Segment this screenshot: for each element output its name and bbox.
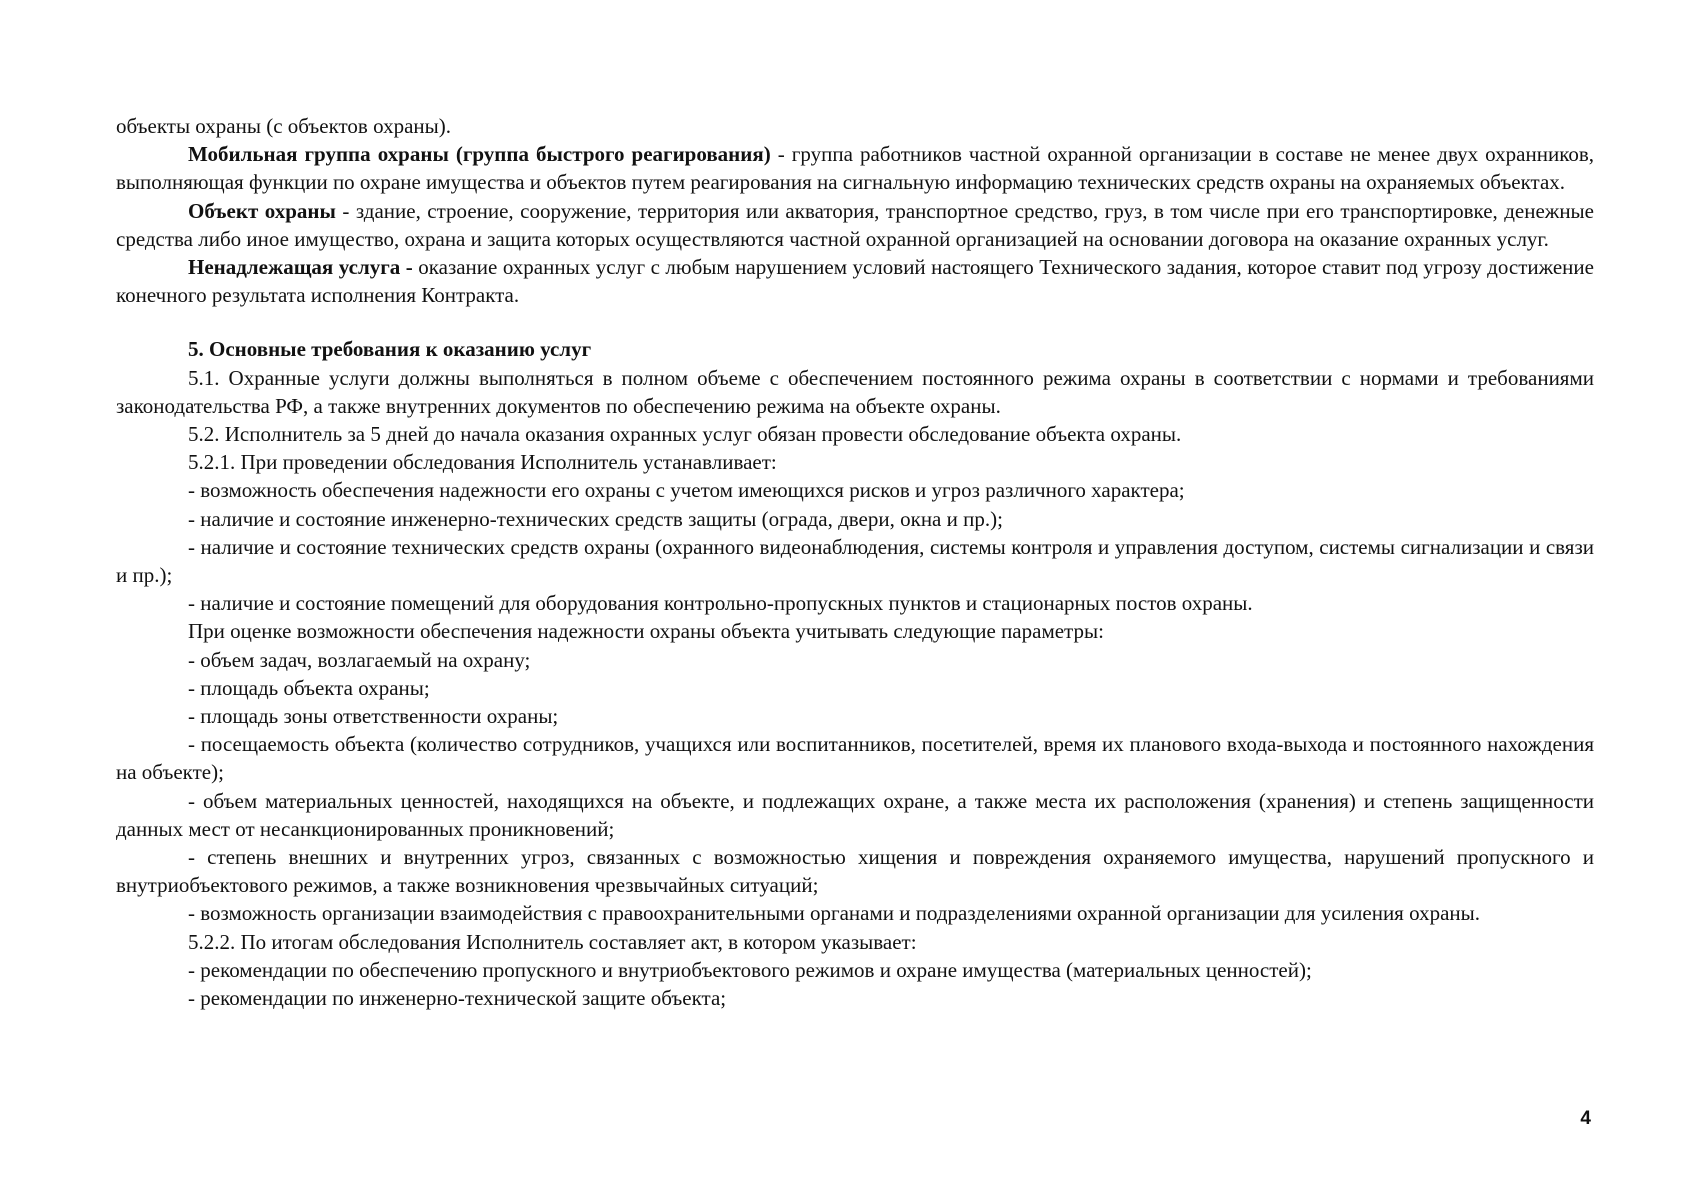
definition-text: оказание охранных услуг с любым нарушением условий настоящего Технического задания, которое ставит под угрозу достижение конечного результата исполнения Контракта.: [116, 255, 1594, 308]
definition-text: - здание, строение, сооружение, территория или акватория, транспортное средство, груз, в том числе при его транспортировке, денежные средства либо иное имущество, охрана и защита которых осуществляются частной охранной организацией на основании договора на оказание охранных услуг.: [116, 198, 1594, 251]
list-item: - площадь зоны ответственности охраны;: [188, 704, 559, 729]
list-item: - возможность обеспечения надежности его охраны с учетом имеющихся рисков и угроз различного характера;: [188, 478, 1185, 503]
list-item: - наличие и состояние помещений для оборудования контрольно-пропускных пунктов и стационарных постов охраны.: [188, 591, 1253, 616]
page-number: 4: [1580, 1108, 1591, 1129]
list-item: - рекомендации по инженерно-технической защите объекта;: [188, 986, 727, 1011]
list-item: - наличие и состояние инженерно-технических средств защиты (ограда, двери, окна и пр.);: [188, 506, 1003, 531]
clause: 5.2. Исполнитель за 5 дней до начала оказания охранных услуг обязан провести обследование объекта охраны.: [188, 422, 1182, 447]
list-item: - возможность организации взаимодействия с правоохранительными органами и подразделениями охранной организации для усиления охраны.: [188, 901, 1480, 926]
list-item: - площадь объекта охраны;: [188, 675, 430, 700]
section-heading: 5. Основные требования к оказанию услуг: [188, 337, 592, 362]
term-mobile-group: Мобильная группа охраны (группа быстрого реагирования): [188, 142, 771, 167]
list-item: - рекомендации по обеспечению пропускного и внутриобъектового режимов и охране имущества (материальных ценностей);: [188, 957, 1312, 982]
definition-text: - группа работников частной охранной организации в составе не менее двух охранников, выполняющая функции по охране имущества и объектов путем реагирования на сигнальную информацию технических средств охраны на охраняемых объектах.: [116, 142, 1594, 195]
definition-mobile-group: [116, 140, 1594, 196]
term-improper-service: Ненадлежащая услуга -: [188, 255, 413, 280]
list-item: - наличие и состояние технических средств охраны (охранного видеонаблюдения, системы контроля и управления доступом, системы сигнализации и связи и пр.);: [116, 534, 1594, 588]
term-protected-object: Объект охраны: [188, 198, 336, 223]
list-item: - степень внешних и внутренних угроз, связанных с возможностью хищения и повреждения охраняемого имущества, нарушений пропускного и внутриобъектового режимов, а также возникновения чрезвычайных ситуаций;: [116, 845, 1594, 898]
definition-protected-object: [116, 197, 1594, 253]
definition-improper-service: [116, 253, 1594, 309]
list-item: - объем задач, возлагаемый на охрану;: [188, 647, 531, 672]
clause: 5.2.2. По итогам обследования Исполнитель составляет акт, в котором указывает:: [188, 929, 917, 954]
list-item: - объем материальных ценностей, находящихся на объекте, и подлежащих охране, а также места их расположения (хранения) и степень защищенности данных мест от несанкционированных проникновений;: [116, 788, 1594, 841]
document-page: [116, 112, 1594, 1012]
clause: 5.1. Охранные услуги должны выполняться в полном объеме с обеспечением постоянного режима охраны в соответствии с нормами и требованиями законодательства РФ, а также внутренних документов по обеспечению режима на объекте охраны.: [116, 365, 1594, 418]
list-item: - посещаемость объекта (количество сотрудников, учащихся или воспитанников, посетителей, время их планового входа-выхода и постоянного нахождения на объекте);: [116, 732, 1594, 785]
clause: При оценке возможности обеспечения надежности охраны объекта учитывать следующие параметры:: [188, 619, 1104, 644]
clause: 5.2.1. При проведении обследования Исполнитель устанавливает:: [188, 450, 777, 475]
paragraph-continuation: объекты охраны (с объектов охраны).: [116, 114, 451, 138]
